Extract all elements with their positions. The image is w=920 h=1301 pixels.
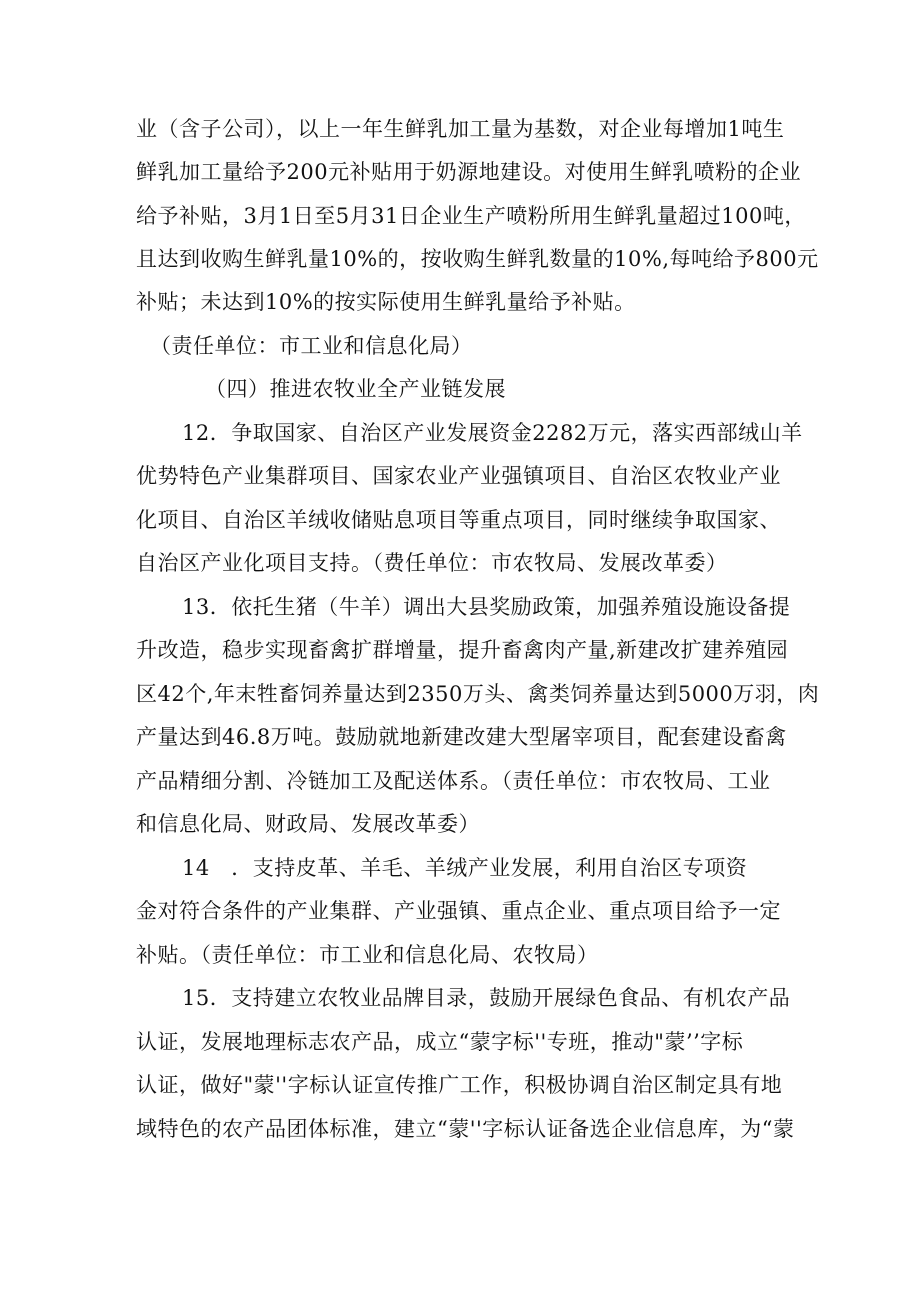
text-line: 鲜乳加工量给予200元补贴用于奶源地建设。对使用生鲜乳喷粉的企业 xyxy=(136,160,802,184)
text-line: 产量达到46.8万吨。鼓励就地新建改建大型屠宰项目，配套建设畜禽 xyxy=(136,725,787,749)
text-line: 业（含子公司），以上一年生鲜乳加工量为基数，对企业每增加1吨生 xyxy=(136,117,785,141)
text-line: 给予补贴，3月1日至5月31日企业生产喷粉所用生鲜乳量超过100吨， xyxy=(136,204,806,228)
text-line: （责任单位：市工业和信息化局） xyxy=(150,334,473,358)
text-line: 区42个,年末牲畜饲养量达到2350万头、禽类饲养量达到5000万羽，肉 xyxy=(136,682,820,706)
text-line: 化项目、自治区羊绒收储贴息项目等重点项目，同时继续争取国家、 xyxy=(136,508,781,532)
text-line: 自治区产业化项目支持。（费任单位：市农牧局、发展改革委） xyxy=(136,551,728,575)
text-line: 域特色的农产品团体标准，建立“蒙''字标认证备选企业信息库，为“蒙 xyxy=(136,1117,795,1141)
text-line: 12．争取国家、自治区产业发展资金2282万元，落实西部绒山羊 xyxy=(182,421,803,445)
text-line: 认证，做好"蒙''字标认证宣传推广工作，积极协调自治区制定具有地 xyxy=(136,1073,783,1097)
text-line: 升改造，稳步实现畜禽扩群增量，提升畜禽肉产量,新建改扩建养殖园 xyxy=(136,638,789,662)
text-line: 15．支持建立农牧业品牌目录，鼓励开展绿色食品、有机农产品 xyxy=(182,986,791,1010)
text-line: 补贴。（责任单位：市工业和信息化局、农牧局） xyxy=(136,943,599,967)
section-heading: （四）推进农牧业全产业链发展 xyxy=(205,377,506,401)
text-line: 金对符合条件的产业集群、产业强镇、重点企业、重点项目给予一定 xyxy=(136,899,781,923)
text-line: 补贴；未达到10%的按实际使用生鲜乳量给予补贴。 xyxy=(136,290,636,314)
text-line: 13．依托生猪（牛羊）调出大县奖励政策，加强养殖设施设备提 xyxy=(182,595,791,619)
text-line: 产品精细分割、冷链加工及配送体系。（责任单位：市农牧局、工业 xyxy=(136,769,771,793)
text-line: 且达到收购生鲜乳量10%的，按收购生鲜乳数量的10%,每吨给予800元 xyxy=(136,247,819,271)
text-line: 14 ．支持皮革、羊毛、羊绒产业发展，利用自治区专项资 xyxy=(182,856,748,880)
text-line: 优势特色产业集群项目、国家农业产业强镇项目、自治区农牧业产业 xyxy=(136,464,781,488)
text-line: 和信息化局、财政局、发展改革委） xyxy=(136,812,480,836)
text-line: 认证，发展地理标志农产品，成立“蒙字标''专班，推动"蒙’’字标 xyxy=(136,1030,744,1054)
